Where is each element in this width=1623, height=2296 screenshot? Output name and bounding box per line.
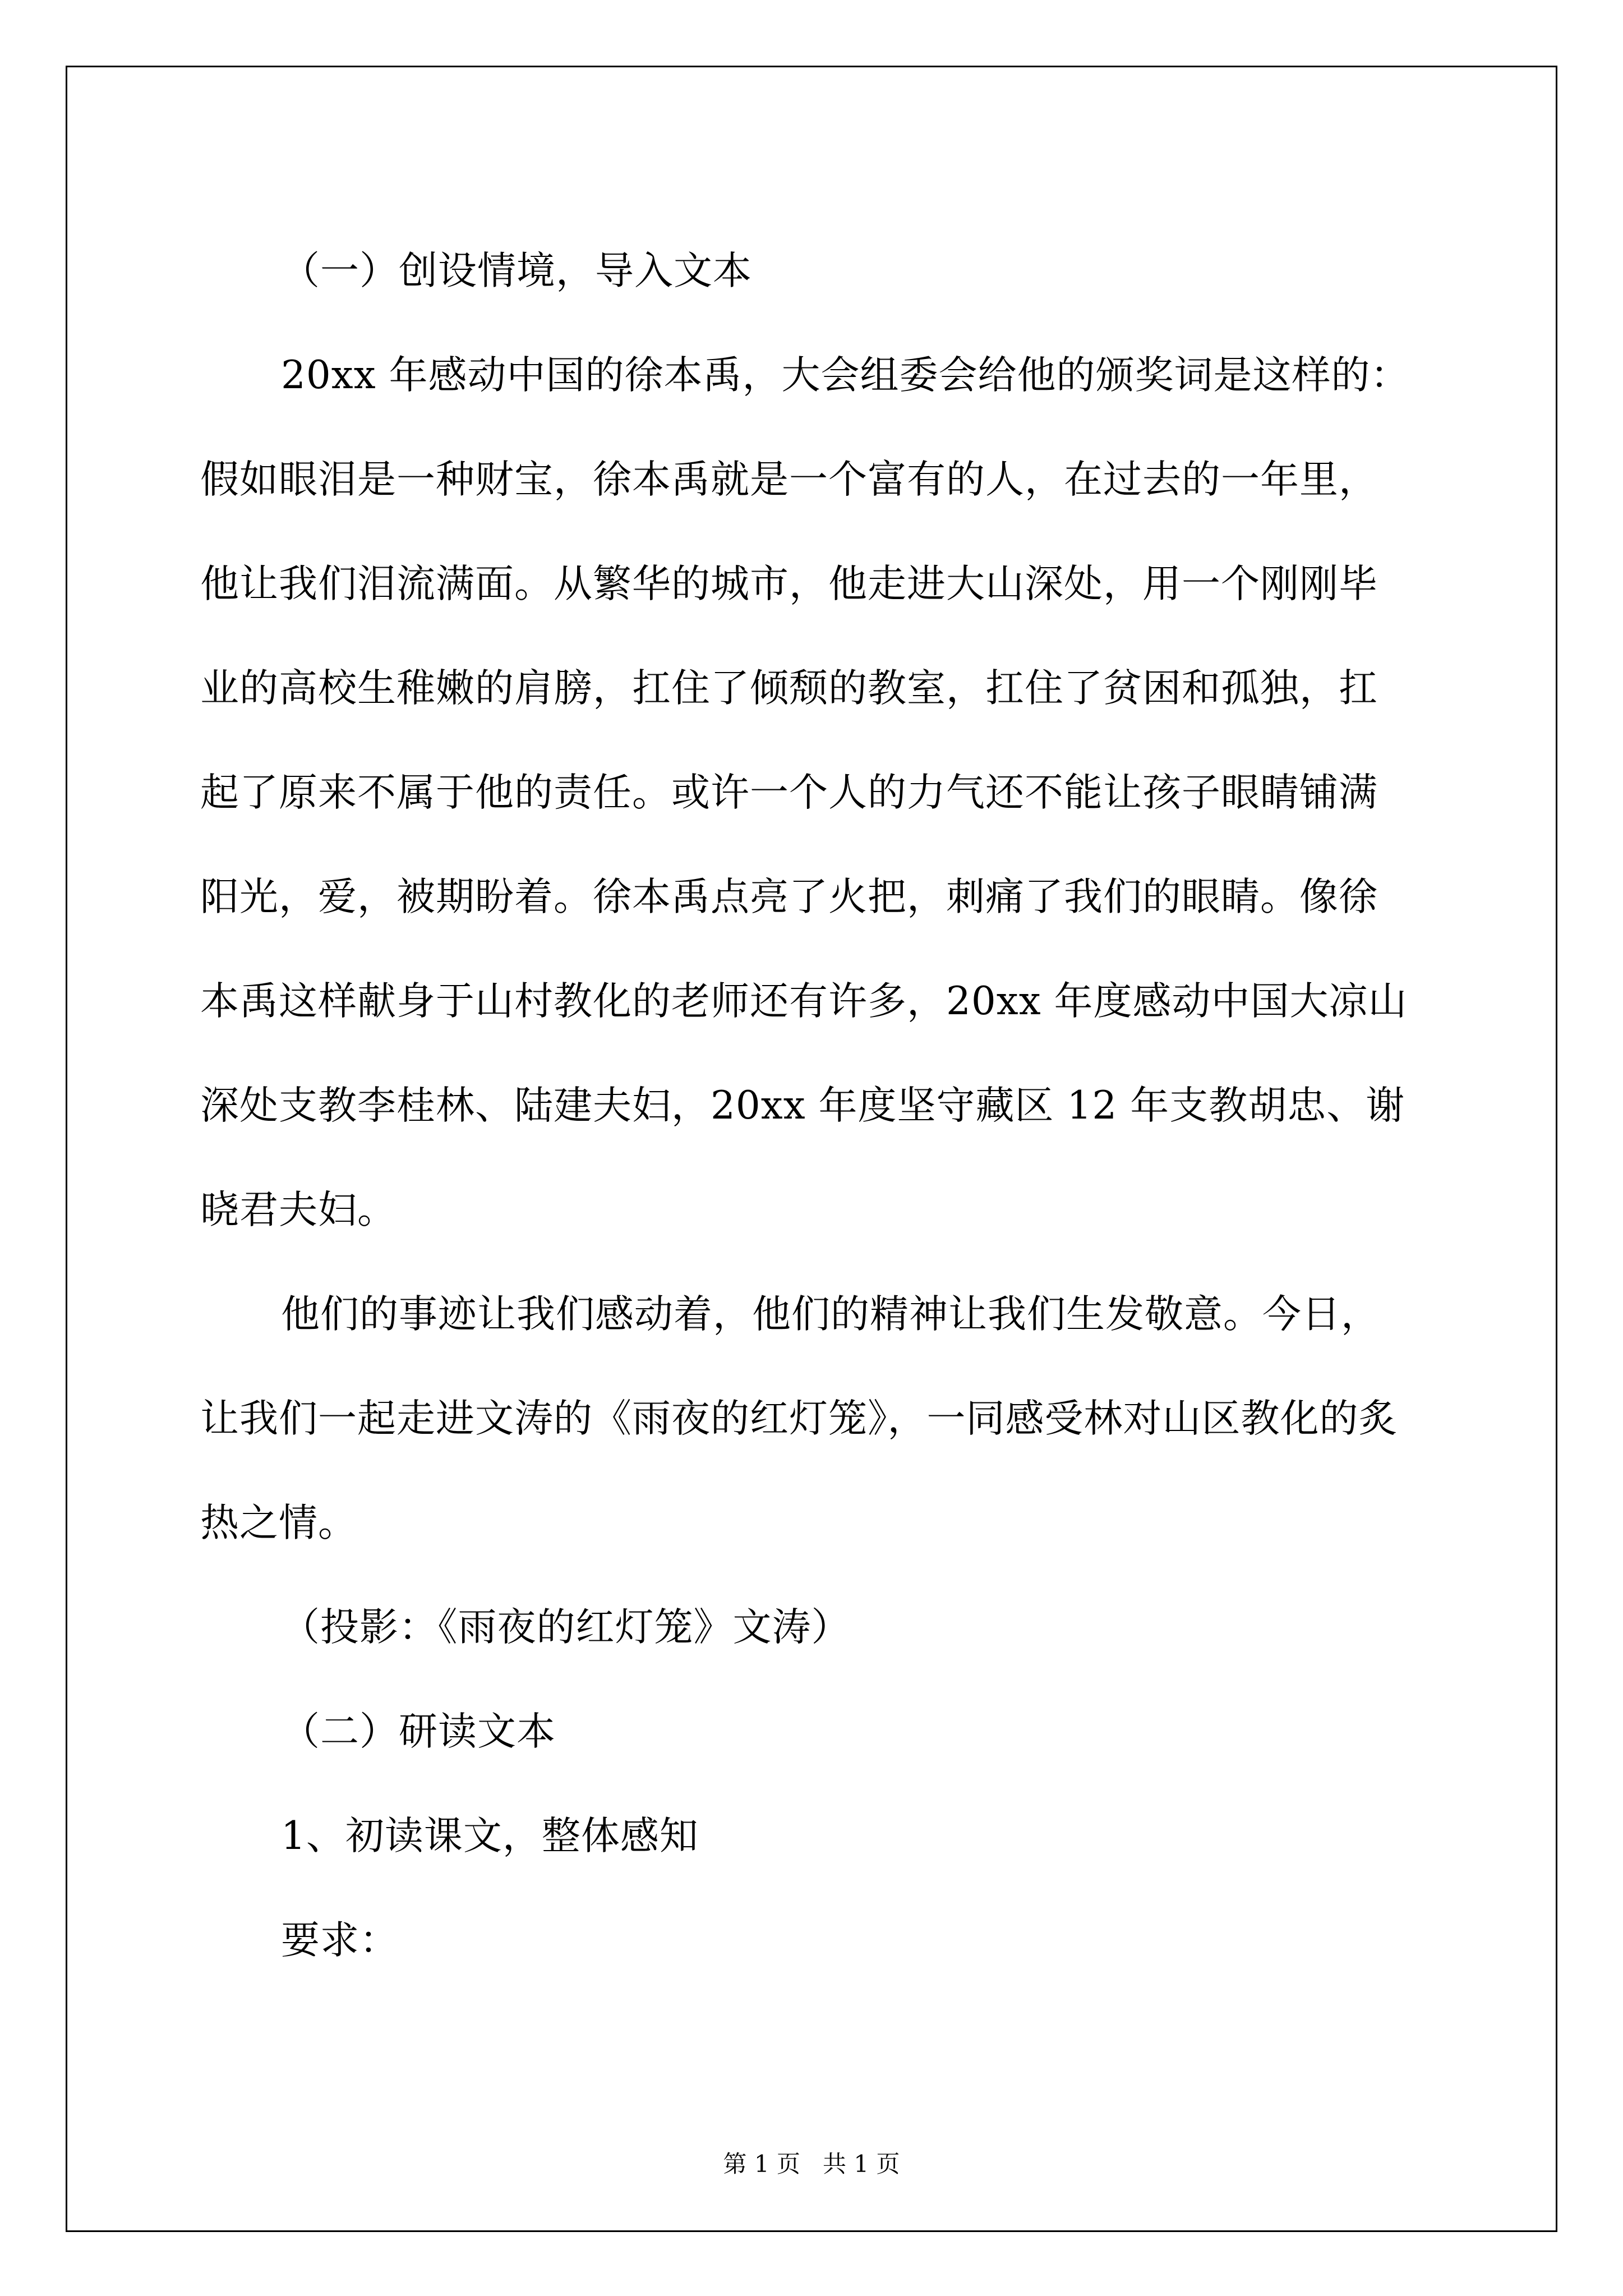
text-line-4: 他让我们泪流满面。从繁华的城市，他走进大山深处，用一个刚刚毕 [200, 562, 1378, 606]
page-footer: 第 1 页 共 1 页 [723, 2150, 900, 2178]
text-line-7: 阳光，爱，被期盼着。徐本禹点亮了火把，刺痛了我们的眼睛。像徐 [200, 875, 1378, 919]
text-line-6: 起了原来不属于他的责任。或许一个人的力气还不能让孩子眼睛铺满 [200, 770, 1378, 815]
text-line-17: 要求： [281, 1918, 399, 1963]
text-line-10: 晓君夫妇。 [200, 1188, 396, 1232]
text-line-1: （一）创设情境，导入文本 [281, 249, 752, 293]
text-line-2: 20xx 年感动中国的徐本禹，大会组委会给他的颁奖词是这样的： [281, 353, 1410, 398]
text-line-11: 他们的事迹让我们感动着，他们的精神让我们生发敬意。今日， [281, 1292, 1380, 1337]
text-line-8: 本禹这样献身于山村教化的老师还有许多，20xx 年度感动中国大凉山 [200, 979, 1408, 1024]
text-line-15: （二）研读文本 [281, 1709, 556, 1754]
document-body [200, 219, 1434, 1993]
text-line-16: 1、初读课文，整体感知 [281, 1814, 699, 1858]
text-line-13: 热之情。 [200, 1501, 357, 1545]
text-line-5: 业的高校生稚嫩的肩膀，扛住了倾颓的教室，扛住了贫困和孤独，扛 [200, 666, 1378, 711]
text-line-14: （投影：《雨夜的红灯笼》文涛） [281, 1605, 851, 1650]
text-line-9: 深处支教李桂林、陆建夫妇，20xx 年度坚守藏区 12 年支教胡忠、谢 [200, 1083, 1405, 1128]
text-line-3: 假如眼泪是一种财宝，徐本禹就是一个富有的人，在过去的一年里， [200, 457, 1378, 502]
text-line-12: 让我们一起走进文涛的《雨夜的红灯笼》，一同感受林对山区教化的炙 [200, 1396, 1398, 1441]
